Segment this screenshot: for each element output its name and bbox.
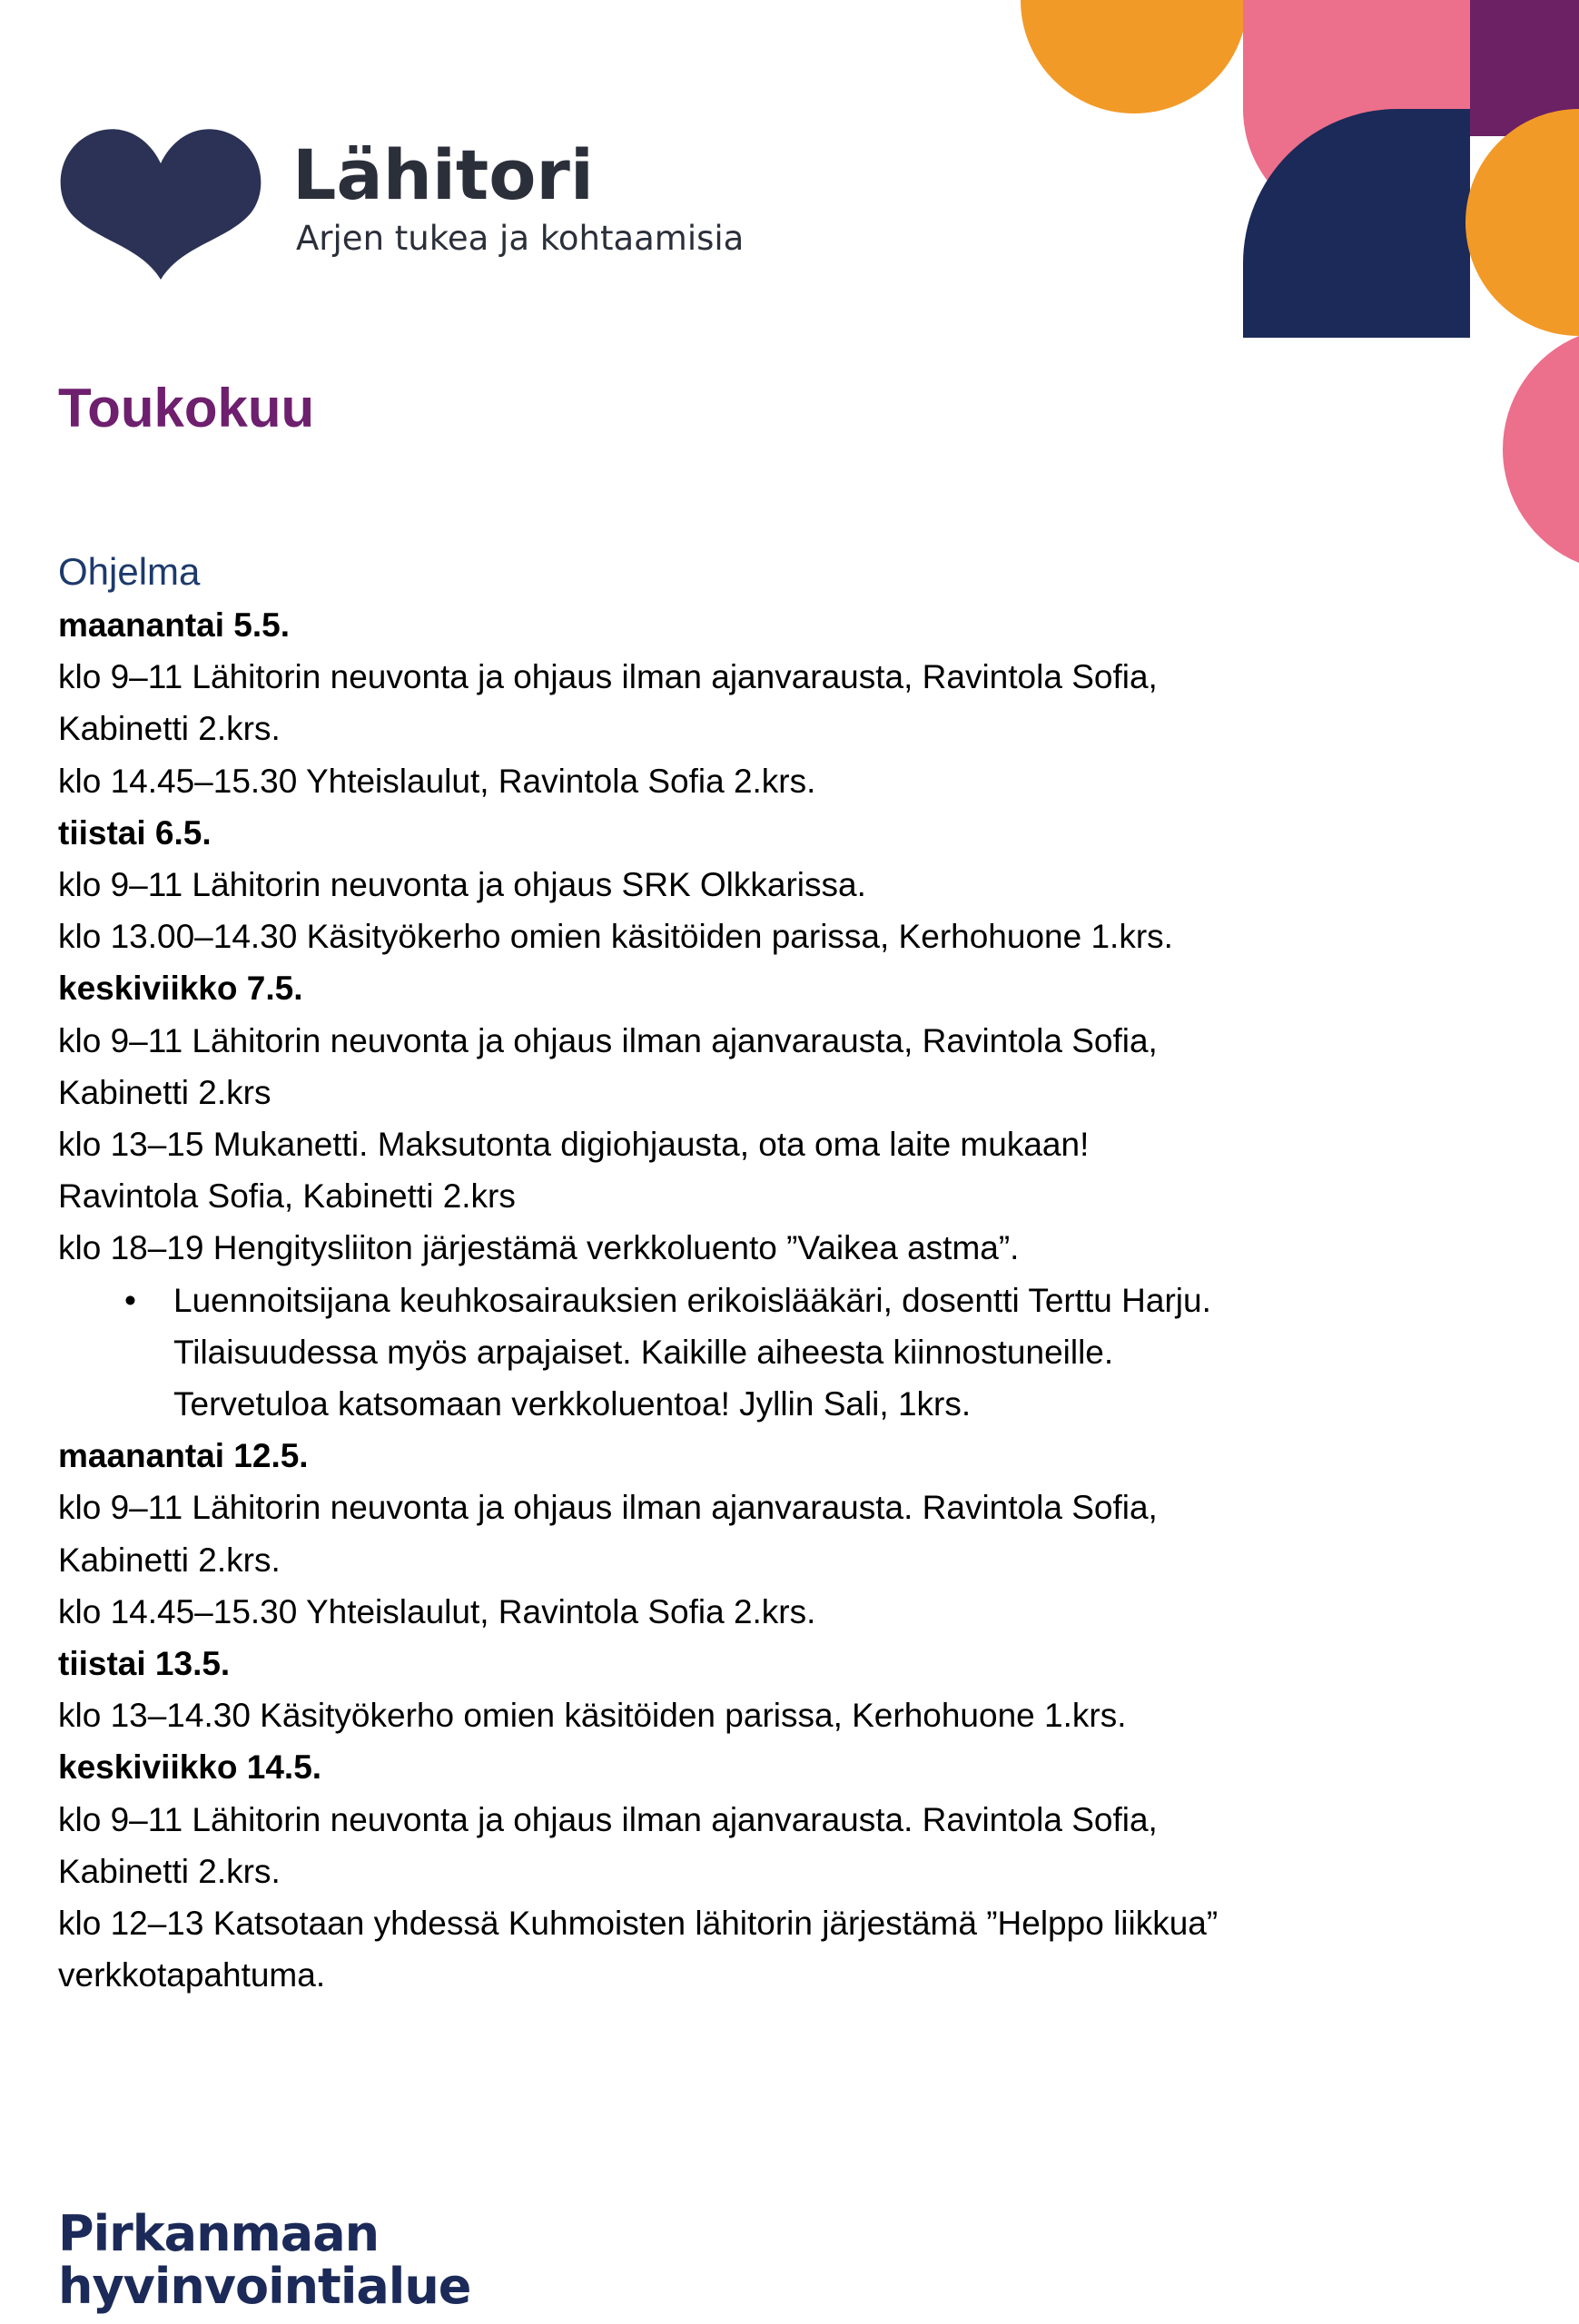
bullet-line: Tervetuloa katsomaan verkkoluentoa! Jyllin Sali, 1krs. <box>173 1385 972 1423</box>
event-line: klo 13–14.30 Käsityökerho omien käsitöiden parissa, Kerhohuone 1.krs. <box>58 1697 1127 1735</box>
event-line: klo 9–11 Lähitorin neuvonta ja ohjaus ilman ajanvarausta. Ravintola Sofia, <box>58 1489 1158 1527</box>
event-line: klo 9–11 Lähitorin neuvonta ja ohjaus ilman ajanvarausta. Ravintola Sofia, <box>58 1800 1158 1838</box>
bullet-list <box>58 1275 1329 1431</box>
event-line: klo 9–11 Lähitorin neuvonta ja ohjaus ilman ajanvarausta, Ravintola Sofia, <box>58 658 1158 696</box>
event-line: klo 9–11 Lähitorin neuvonta ja ohjaus SRK Olkkarissa. <box>58 866 866 904</box>
event-line: klo 18–19 Hengitysliiton järjestämä verkkoluento ”Vaikea astma”. <box>58 1229 1020 1267</box>
section-title: Ohjelma <box>58 550 201 593</box>
event-line: klo 13.00–14.30 Käsityökerho omien käsitöiden parissa, Kerhohuone 1.krs. <box>58 918 1173 956</box>
footer-logo-line2: hyvinvointialue <box>58 2258 471 2315</box>
program-section <box>58 545 1329 2001</box>
event-line: Kabinetti 2.krs <box>58 1073 271 1111</box>
bullet-line: Luennoitsijana keuhkosairauksien erikoislääkäri, dosentti Terttu Harju. <box>173 1281 1211 1319</box>
brand-name: Lähitori <box>292 134 594 215</box>
month-title: Toukokuu <box>58 378 315 438</box>
day-heading: tiistai 6.5. <box>58 813 212 852</box>
day-heading: maanantai 5.5. <box>58 606 291 644</box>
event-line: klo 14.45–15.30 Yhteislaulut, Ravintola Sofia 2.krs. <box>58 1592 816 1630</box>
event-line: klo 12–13 Katsotaan yhdessä Kuhmoisten lähitorin järjestämä ”Helppo liikkua” <box>58 1905 1219 1943</box>
day-heading: keskiviikko 7.5. <box>58 970 303 1008</box>
event-line: Kabinetti 2.krs. <box>58 710 281 748</box>
bullet-item <box>58 1275 1329 1431</box>
event-line: klo 14.45–15.30 Yhteislaulut, Ravintola Sofia 2.krs. <box>58 762 816 800</box>
day-heading: keskiviikko 14.5. <box>58 1748 322 1787</box>
bullet-icon: • <box>124 1281 136 1319</box>
event-line: Ravintola Sofia, Kabinetti 2.krs <box>58 1177 516 1216</box>
lahitori-logo <box>58 127 748 281</box>
corner-decoration <box>1016 0 1579 581</box>
event-line: verkkotapahtuma. <box>58 1956 326 1994</box>
brand-tagline: Arjen tukea ja kohtaamisia <box>296 219 745 258</box>
program-list <box>58 599 1329 2001</box>
footer-logo-line1: Pirkanmaan <box>58 2205 380 2262</box>
event-line: klo 9–11 Lähitorin neuvonta ja ohjaus ilman ajanvarausta, Ravintola Sofia, <box>58 1021 1158 1059</box>
event-line: klo 13–15 Mukanetti. Maksutonta digiohjausta, ota oma laite mukaan! <box>58 1126 1090 1164</box>
day-heading: maanantai 12.5. <box>58 1437 309 1475</box>
heart-icon <box>58 127 263 281</box>
day-heading: tiistai 13.5. <box>58 1645 231 1683</box>
orange-half-circle-shape <box>1021 0 1248 113</box>
event-line: Kabinetti 2.krs. <box>58 1541 281 1579</box>
pink-right-semicircle-shape <box>1503 336 1579 563</box>
pirkanmaa-footer-logo <box>58 2205 471 2315</box>
orange-right-semicircle-shape <box>1466 109 1579 336</box>
event-line: Kabinetti 2.krs. <box>58 1852 281 1890</box>
bullet-line: Tilaisuudessa myös arpajaiset. Kaikille aiheesta kiinnostuneille. <box>173 1333 1114 1371</box>
